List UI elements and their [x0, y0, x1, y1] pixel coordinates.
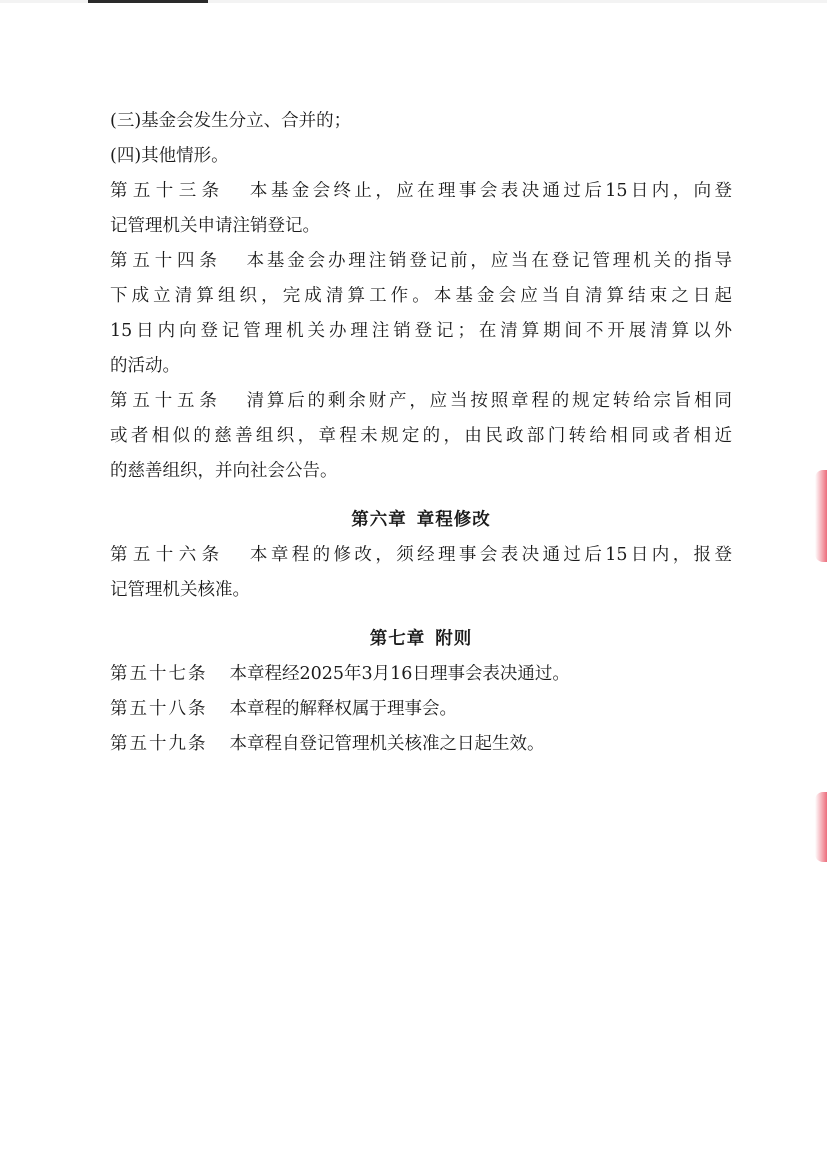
chapter-7-number: 第七章 — [369, 629, 426, 649]
seal-edge-mark-upper — [815, 470, 827, 562]
chapter-6-number: 第六章 — [351, 510, 407, 530]
chapter-7-title: 附则 — [435, 629, 473, 649]
article-56-number: 第五十六条 — [110, 545, 225, 565]
document-body — [110, 104, 732, 762]
article-54-line-3: 15日内向登记管理机关办理注销登记；在清算期间不开展清算以外 — [110, 321, 732, 341]
article-53-text-1: 本基金会终止，应在理事会表决通过后15日内，向登 — [246, 181, 732, 201]
article-59-number: 第五十九条 — [110, 734, 208, 754]
article-57 — [110, 657, 732, 692]
article-57-number: 第五十七条 — [110, 664, 208, 684]
clause-3: (三)基金会发生分立、合并的； — [110, 111, 352, 131]
article-59-text: 本章程自登记管理机关核准之日起生效。 — [229, 734, 545, 754]
article-53-line-2: 记管理机关申请注销登记。 — [110, 216, 320, 236]
article-55 — [110, 384, 732, 489]
article-58 — [110, 692, 732, 727]
article-56 — [110, 538, 732, 608]
article-55-line-1 — [110, 384, 732, 419]
article-57-text: 本章程经2025年3月16日理事会表决通过。 — [229, 664, 570, 684]
article-55-line-2: 或者相似的慈善组织，章程未规定的，由民政部门转给相同或者相近 — [110, 426, 732, 446]
article-54-line-2: 下成立清算组织，完成清算工作。本基金会应当自清算结束之日起 — [110, 286, 732, 306]
article-56-line-1 — [110, 538, 732, 573]
chapter-7-heading — [110, 622, 732, 657]
article-54-line-4: 的活动。 — [110, 356, 180, 376]
article-59 — [110, 727, 732, 762]
scan-top-edge — [0, 0, 827, 3]
clause-4: (四)其他情形。 — [110, 146, 229, 166]
article-58-text: 本章程的解释权属于理事会。 — [229, 699, 457, 719]
article-54-number: 第五十四条 — [110, 251, 222, 271]
article-53-number: 第五十三条 — [110, 181, 225, 201]
article-54 — [110, 244, 732, 384]
article-55-text-1: 清算后的剩余财产，应当按照章程的规定转给宗旨相同 — [243, 391, 733, 411]
article-55-line-3: 的慈善组织，并向社会公告。 — [110, 461, 338, 481]
article-56-line-2: 记管理机关核准。 — [110, 580, 250, 600]
chapter-6-heading — [110, 503, 732, 538]
article-58-number: 第五十八条 — [110, 699, 208, 719]
article-55-number: 第五十五条 — [110, 391, 222, 411]
article-54-text-1: 本基金会办理注销登记前，应当在登记管理机关的指导 — [243, 251, 733, 271]
article-56-text-1: 本章程的修改，须经理事会表决通过后15日内，报登 — [246, 545, 732, 565]
article-54-line-1 — [110, 244, 732, 279]
chapter-6-title: 章程修改 — [416, 510, 491, 530]
article-53-line-1 — [110, 174, 732, 209]
article-53 — [110, 174, 732, 244]
seal-edge-mark-lower — [815, 792, 827, 862]
